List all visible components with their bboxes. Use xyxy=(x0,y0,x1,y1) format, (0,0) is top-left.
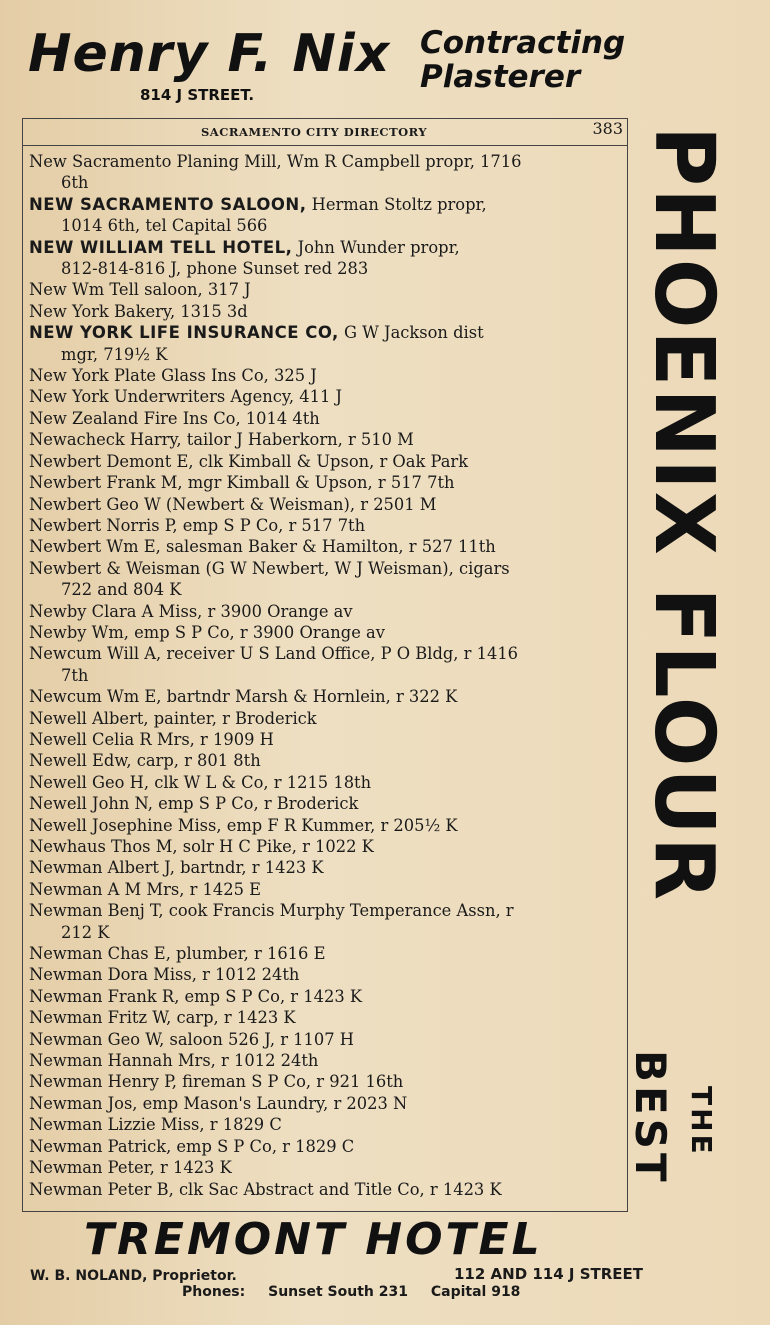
entry-details: bartndr Marsh & Hornlein, r 322 K xyxy=(161,687,458,707)
directory-entry xyxy=(29,1007,625,1028)
entry-name: Newell Geo H, xyxy=(29,772,150,792)
phones-label: Phones: xyxy=(182,1284,246,1300)
directory-entry xyxy=(29,729,625,750)
entry-continuation: mgr, 719½ K xyxy=(61,344,168,364)
entry-name: New York Bakery, xyxy=(29,301,176,321)
entry-details: r 1012 24th xyxy=(196,965,300,985)
directory-entry xyxy=(29,750,625,771)
directory-title: SACRAMENTO CITY DIRECTORY xyxy=(201,125,428,139)
entry-name: Newman Hannah Mrs, xyxy=(29,1051,216,1071)
entry-name: Newman Jos, xyxy=(29,1093,138,1113)
directory-entry xyxy=(29,322,625,365)
entry-name: NEW WILLIAM TELL HOTEL, xyxy=(29,237,293,257)
entry-details: G W Jackson dist xyxy=(338,323,484,343)
bottom-advertisement xyxy=(30,1212,730,1312)
hotel-name: TREMONT HOTEL xyxy=(84,1214,543,1265)
directory-entry xyxy=(29,279,625,300)
entry-details: emp S P Co, r 1829 C xyxy=(171,1136,355,1156)
entry-name: Newell Celia R Mrs, xyxy=(29,729,195,749)
entry-name: Newby Wm, xyxy=(29,622,129,642)
directory-entry xyxy=(29,558,625,601)
entry-details: John Wunder propr, xyxy=(292,237,460,257)
directory-entry xyxy=(29,622,625,643)
entry-details: (G W Newbert, W J Weisman), cigars xyxy=(200,558,510,578)
directory-entry xyxy=(29,879,625,900)
entry-details: saloon 526 J, r 1107 H xyxy=(164,1029,354,1049)
entry-name: Newman Lizzie Miss, xyxy=(29,1115,205,1135)
entry-details: 1315 3d xyxy=(175,301,248,321)
entry-name: Newman Dora Miss, xyxy=(29,965,197,985)
entry-name: New Sacramento Planing Mill, xyxy=(29,152,282,171)
directory-entry xyxy=(29,1114,625,1135)
directory-entry xyxy=(29,986,625,1007)
entry-details: Herman Stoltz propr, xyxy=(306,194,487,214)
entry-details: 1014 4th xyxy=(240,408,320,428)
directory-entry xyxy=(29,194,625,237)
directory-entry xyxy=(29,1071,625,1092)
entry-details: emp S P Co, r 1423 K xyxy=(179,986,363,1006)
entry-name: Newbert Wm E, xyxy=(29,537,161,557)
entry-details: receiver U S Land Office, P O Bldg, r 1416 xyxy=(161,644,519,664)
directory-entry xyxy=(29,1050,625,1071)
entry-details: bartndr, r 1423 K xyxy=(174,858,324,878)
entry-details: Wm R Campbell propr, 1716 xyxy=(281,152,522,171)
entry-continuation: 812-814-816 J, phone Sunset red 283 xyxy=(61,259,369,279)
entry-details: clk Sac Abstract and Title Co, r 1423 K xyxy=(173,1179,502,1199)
entry-details: cook Francis Murphy Temperance Assn, r xyxy=(163,901,514,921)
entry-name: Newbert & Weisman xyxy=(29,558,201,578)
directory-entry xyxy=(29,1093,625,1114)
entry-name: New Wm Tell saloon, xyxy=(29,280,203,300)
entry-name: Newcum Wm E, xyxy=(29,687,162,707)
entry-details: r 1423 K xyxy=(154,1158,232,1178)
directory-entry xyxy=(29,1157,625,1178)
phone-sunset: Sunset South 231 xyxy=(268,1284,408,1300)
entry-details: fireman S P Co, r 921 16th xyxy=(176,1072,404,1092)
entry-details: tailor J Haberkorn, r 510 M xyxy=(181,430,414,450)
entry-name: New York Underwriters Agency, xyxy=(29,387,295,407)
entry-details: clk Kimball & Upson, r Oak Park xyxy=(193,451,469,471)
side-ad-main: PHOENIX FLOUR xyxy=(636,126,731,903)
directory-entry xyxy=(29,1029,625,1050)
entry-details: emp S P Co, r Broderick xyxy=(152,794,359,814)
directory-entry xyxy=(29,408,625,429)
directory-entry xyxy=(29,472,625,493)
entry-name: Newacheck Harry, xyxy=(29,430,182,450)
entry-details: painter, r Broderick xyxy=(148,708,317,728)
entry-name: Newman Geo W, xyxy=(29,1029,165,1049)
entry-name: New Zealand Fire Ins Co, xyxy=(29,408,241,428)
entry-name: Newbert Norris P, xyxy=(29,515,178,535)
directory-entry xyxy=(29,601,625,622)
entry-details: carp, r 1423 K xyxy=(171,1008,296,1028)
entry-details: (Newbert & Weisman), r 2501 M xyxy=(160,494,437,514)
side-ad-the: THE xyxy=(685,1086,718,1157)
directory-entry xyxy=(29,964,625,985)
entry-name: New York Plate Glass Ins Co, xyxy=(29,366,269,386)
entry-continuation: 1014 6th, tel Capital 566 xyxy=(61,216,268,236)
entry-name: Newell Edw, xyxy=(29,751,132,771)
directory-entry xyxy=(29,494,625,515)
entry-name: Newman Benj T, xyxy=(29,901,164,921)
entry-details: salesman Baker & Hamilton, r 527 11th xyxy=(160,537,496,557)
page-number: 383 xyxy=(592,119,623,138)
directory-entry xyxy=(29,1179,625,1200)
hotel-phones xyxy=(182,1284,538,1300)
entry-name: Newman Fritz W, xyxy=(29,1008,172,1028)
directory-entry xyxy=(29,536,625,557)
entry-details: carp, r 801 8th xyxy=(131,751,261,771)
entry-details: 317 J xyxy=(202,280,251,300)
entry-details: emp S P Co, r 3900 Orange av xyxy=(128,622,385,642)
ad-trade-line1: Contracting xyxy=(420,25,626,61)
directory-entry xyxy=(29,429,625,450)
ad-trade-line2: Plasterer xyxy=(420,59,581,95)
entry-continuation: 6th xyxy=(61,173,89,193)
ad-name: Henry F. Nix xyxy=(28,24,391,84)
directory-entry xyxy=(29,365,625,386)
directory-entry xyxy=(29,515,625,536)
hotel-address: 112 AND 114 J STREET xyxy=(454,1265,644,1283)
entry-name: Newman Peter, xyxy=(29,1158,155,1178)
entry-name: Newby Clara A Miss, xyxy=(29,601,203,621)
entry-name: Newman Patrick, xyxy=(29,1136,172,1156)
entry-details: 325 J xyxy=(268,366,317,386)
entry-details: emp F R Kummer, r 205½ K xyxy=(221,815,458,835)
directory-listing xyxy=(22,118,628,1212)
entry-name: Newman Chas E, xyxy=(29,944,171,964)
side-advertisement xyxy=(626,118,770,1212)
entry-details: mgr Kimball & Upson, r 517 7th xyxy=(182,473,455,493)
entry-name: Newman Frank R, xyxy=(29,986,180,1006)
entry-details: solr H C Pike, r 1022 K xyxy=(177,837,374,856)
entry-details: emp Mason's Laundry, r 2023 N xyxy=(137,1093,408,1113)
directory-entry xyxy=(29,237,625,280)
directory-entry xyxy=(29,836,625,857)
entry-details: 411 J xyxy=(294,387,343,407)
directory-entry xyxy=(29,943,625,964)
entry-details: r 3900 Orange av xyxy=(202,601,353,621)
phone-capital: Capital 918 xyxy=(430,1284,521,1300)
directory-entry xyxy=(29,708,625,729)
entry-name: Newbert Demont E, xyxy=(29,451,194,471)
directory-entry xyxy=(29,643,625,686)
running-header xyxy=(23,119,627,146)
ad-street: 814 J STREET. xyxy=(140,86,255,104)
entry-list xyxy=(29,151,625,1200)
directory-entry xyxy=(29,686,625,707)
entry-details: plumber, r 1616 E xyxy=(170,944,326,964)
entry-name: Newell Josephine Miss, xyxy=(29,815,222,835)
entry-name: Newbert Geo W xyxy=(29,494,161,514)
directory-entry xyxy=(29,386,625,407)
directory-entry xyxy=(29,772,625,793)
side-ad-best: BEST xyxy=(626,1050,675,1186)
directory-entry xyxy=(29,1136,625,1157)
entry-details: r 1425 E xyxy=(184,879,262,899)
entry-details: clk W L & Co, r 1215 18th xyxy=(149,772,372,792)
hotel-proprietor: W. B. NOLAND, Proprietor. xyxy=(30,1268,237,1284)
entry-name: Newman Albert J, xyxy=(29,858,175,878)
entry-name: Newell Albert, xyxy=(29,708,149,728)
entry-details: r 1012 24th xyxy=(215,1051,319,1071)
entry-continuation: 212 K xyxy=(61,922,110,942)
entry-name: NEW YORK LIFE INSURANCE CO, xyxy=(29,323,339,343)
entry-details: emp S P Co, r 517 7th xyxy=(177,515,366,535)
directory-entry xyxy=(29,793,625,814)
ad-trade xyxy=(420,26,680,94)
entry-name: Newman Peter B, xyxy=(29,1179,174,1199)
entry-details: r 1909 H xyxy=(194,729,274,749)
entry-continuation: 722 and 804 K xyxy=(61,580,182,600)
entry-name: Newhaus Thos M, xyxy=(29,837,178,856)
directory-entry xyxy=(29,900,625,943)
directory-entry xyxy=(29,857,625,878)
directory-entry xyxy=(29,815,625,836)
top-advertisement xyxy=(28,22,678,112)
entry-name: NEW SACRAMENTO SALOON, xyxy=(29,194,307,214)
directory-entry xyxy=(29,151,625,194)
entry-name: Newman A M Mrs, xyxy=(29,879,185,899)
entry-name: Newcum Will A, xyxy=(29,644,162,664)
entry-name: Newman Henry P, xyxy=(29,1072,177,1092)
directory-entry xyxy=(29,301,625,322)
entry-continuation: 7th xyxy=(61,665,89,685)
entry-name: Newell John N, xyxy=(29,794,153,814)
entry-details: r 1829 C xyxy=(204,1115,282,1135)
entry-name: Newbert Frank M, xyxy=(29,473,183,493)
directory-entry xyxy=(29,451,625,472)
